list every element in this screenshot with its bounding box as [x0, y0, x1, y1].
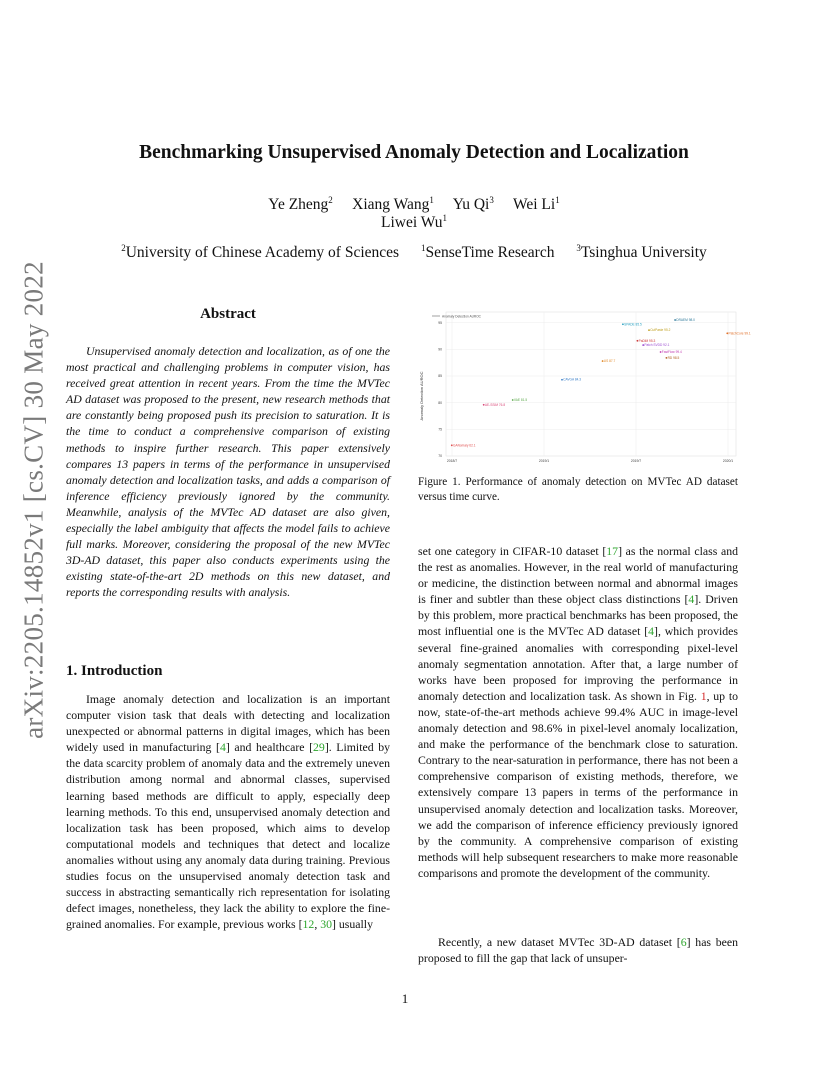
right-column-paragraph-2: Recently, a new dataset MVTec 3D-AD dataset [6] has been proposed to fill the gap that lack of unsuper-: [418, 935, 739, 966]
plot-frame: [446, 312, 736, 456]
y-tick-label: 90: [438, 347, 442, 352]
citation-link[interactable]: 4: [648, 624, 655, 639]
affiliations: [60, 244, 768, 262]
author: Xiang Wang: [352, 196, 430, 213]
data-point-label: SPADE 85.5: [624, 322, 642, 327]
x-tick-label: 2020/1: [722, 459, 734, 463]
y-tick-label: 95: [438, 320, 442, 325]
data-point-label: GANomaly 62.1: [453, 443, 476, 448]
author-affil-mark: 3: [489, 195, 494, 205]
data-point-label: FastFlow 99.4: [661, 350, 682, 354]
y-tick-label: 70: [438, 454, 442, 459]
chart-points: [451, 318, 751, 447]
chart-ticks: [438, 321, 733, 463]
data-point-label: DRAEM 98.0: [676, 318, 695, 322]
x-tick-label: 2019/7: [630, 459, 642, 463]
page-number: 1: [401, 991, 409, 1006]
affiliation: $^1$SenseTime Research: [420, 243, 555, 261]
data-point-label: PaDiM 95.3: [638, 338, 656, 343]
affiliation: $^2$University of Chinese Academy of Sciences: [121, 243, 400, 261]
paper-title: Benchmarking Unsupervised Anomaly Detection and Localization: [139, 142, 689, 163]
author: Wei Li: [512, 196, 556, 213]
arxiv-identifier: arXiv:2205.14852v1 [cs.CV] 30 May 2022: [18, 261, 49, 739]
section-heading: 1. Introduction: [66, 663, 163, 679]
citation-link[interactable]: 30: [320, 917, 333, 932]
author-affil-mark: 1: [442, 213, 447, 223]
x-tick-label: 2018/7: [446, 459, 458, 463]
figure-1-chart: [418, 308, 751, 466]
figure-caption: Figure 1. Performance of anomaly detection on MVTec AD dataset versus time curve.: [418, 476, 738, 503]
citation-link[interactable]: 12: [302, 917, 315, 932]
author-affil-mark: 2: [328, 195, 333, 205]
author: Ye Zheng: [268, 196, 329, 213]
author-line-2: [60, 214, 768, 232]
y-axis-label: Anomaly Detection AUROC: [419, 371, 424, 421]
data-point-label: PatchCore 99.1: [728, 331, 751, 336]
affiliation: $^3$Tsinghua University: [576, 243, 707, 261]
citation-link[interactable]: 17: [606, 544, 619, 558]
x-tick-label: 2019/1: [538, 459, 550, 463]
data-point-label: VAE 81.5: [513, 398, 528, 402]
data-point-label: CutPaste 95.2: [650, 328, 671, 333]
y-tick-label: 80: [438, 400, 442, 405]
figure-link[interactable]: 1: [700, 688, 707, 703]
y-tick-label: 85: [438, 374, 442, 379]
legend-label: Anomaly Detection AUROC: [442, 314, 481, 319]
chart-grid: [446, 312, 736, 456]
citation-link[interactable]: 29: [313, 740, 325, 755]
data-point-label: Patch SVDD 92.1: [644, 343, 670, 348]
abstract-text: Unsupervised anomaly detection and localization, as of one the most practical and challenging problems in computer vision, has received great attention in recent years. From the time the MVTec AD dataset was proposed to the present, new research methods that are constantly being proposed push its precision to saturation. It is the time to conduct a comprehensive comparison of existing methods to inspire further research. This paper extensively compares 13 papers in terms of the performance in unsupervised anomaly detection and localization tasks, and adds a comparison of inference efficiency previously ignored by the community. Meanwhile, analysis of the MVTec AD dataset are also given, especially the label ambiguity that affects the model fails to achieve full marks. Moreover, considering the proposal of the new MVTec 3D-AD dataset, this paper also conducts experiments using the existing state-of-the-art 2D methods on this new dataset, and reports the corresponding results with analysis.: [66, 344, 390, 600]
author: Yu Qi: [452, 196, 490, 213]
data-point-label: RD 98.5: [667, 355, 680, 360]
author: Liwei Wu: [380, 214, 443, 231]
data-point-label: CAVGA 84.3: [563, 377, 582, 382]
author-affil-mark: 1: [429, 195, 434, 205]
data-point-label: AE-SSIM 76.8: [484, 402, 506, 407]
citation-link[interactable]: 4: [688, 592, 695, 607]
author-affil-mark: 1: [555, 195, 560, 205]
abstract-heading: Abstract: [200, 306, 256, 322]
citation-link[interactable]: 4: [219, 740, 226, 755]
y-tick-label: 75: [438, 427, 442, 432]
citation-link[interactable]: 6: [680, 935, 687, 949]
right-column-paragraph: set one category in CIFAR-10 dataset [17] as the normal class and the rest as anomalies. However, in the real world of manufacturing or medicine, the distinction between normal and abnormal images is finer and subtler than these object class distinctions [4]. Driven by this problem, more practical benchmarks has been proposed, the most influential one is the MVTec AD dataset [4], which provides several fine-grained anomalies with corresponding pixel-level anomaly segmentation annotation. After that, a large number of works have been proposed for improving the performance in anomaly detection and localization task. As shown in Fig. 1, up to now, state-of-the-art methods achieve 99.4% AUC in image-level anomaly detection and 98.6% in pixel-level anomaly localization, and make the performance of the benchmark close to saturation. Contrary to the near-saturation in performance, there has not been a comprehensive comparison of existing methods, therefore, we extensively compare 13 papers in terms of the performance in unsupervised anomaly detection and localization tasks. Moreover, we add the comparison of inference efficiency previously ignored by the community. A comprehensive comparison of existing methods will help subsequent researchers to make more reasonable comparisons and promote the development of the community.: [418, 544, 739, 880]
author-line-1: [60, 196, 768, 214]
arxiv-sidebar: [10, 261, 58, 739]
intro-paragraph: Image anomaly detection and localization is an important computer vision task that deals with detecting and localization unexpected or abnormal patterns in digital images, which has been widely used in manufacturing [4] and healthcare [29]. Limited by the data scarcity problem of anomaly data and the extremely uneven distribution among normal and abnormal classes, supervised learning based methods are difficult to apply, especially deep learning methods. To this end, unsupervised anomaly detection and localization task has been proposed, which aims to develop computational models and techniques that detect and localize anomalies without using any anomaly data during training. Previous studies focus on the unsupervised anomaly detection task and success in abstracting semantically rich representation for isolating defect images, nonetheless, they lack the ability to explore the fine-grained anomalies. For example, previous works [12, 30] usually: [66, 692, 391, 932]
data-point-label: US 87.7: [603, 359, 616, 364]
